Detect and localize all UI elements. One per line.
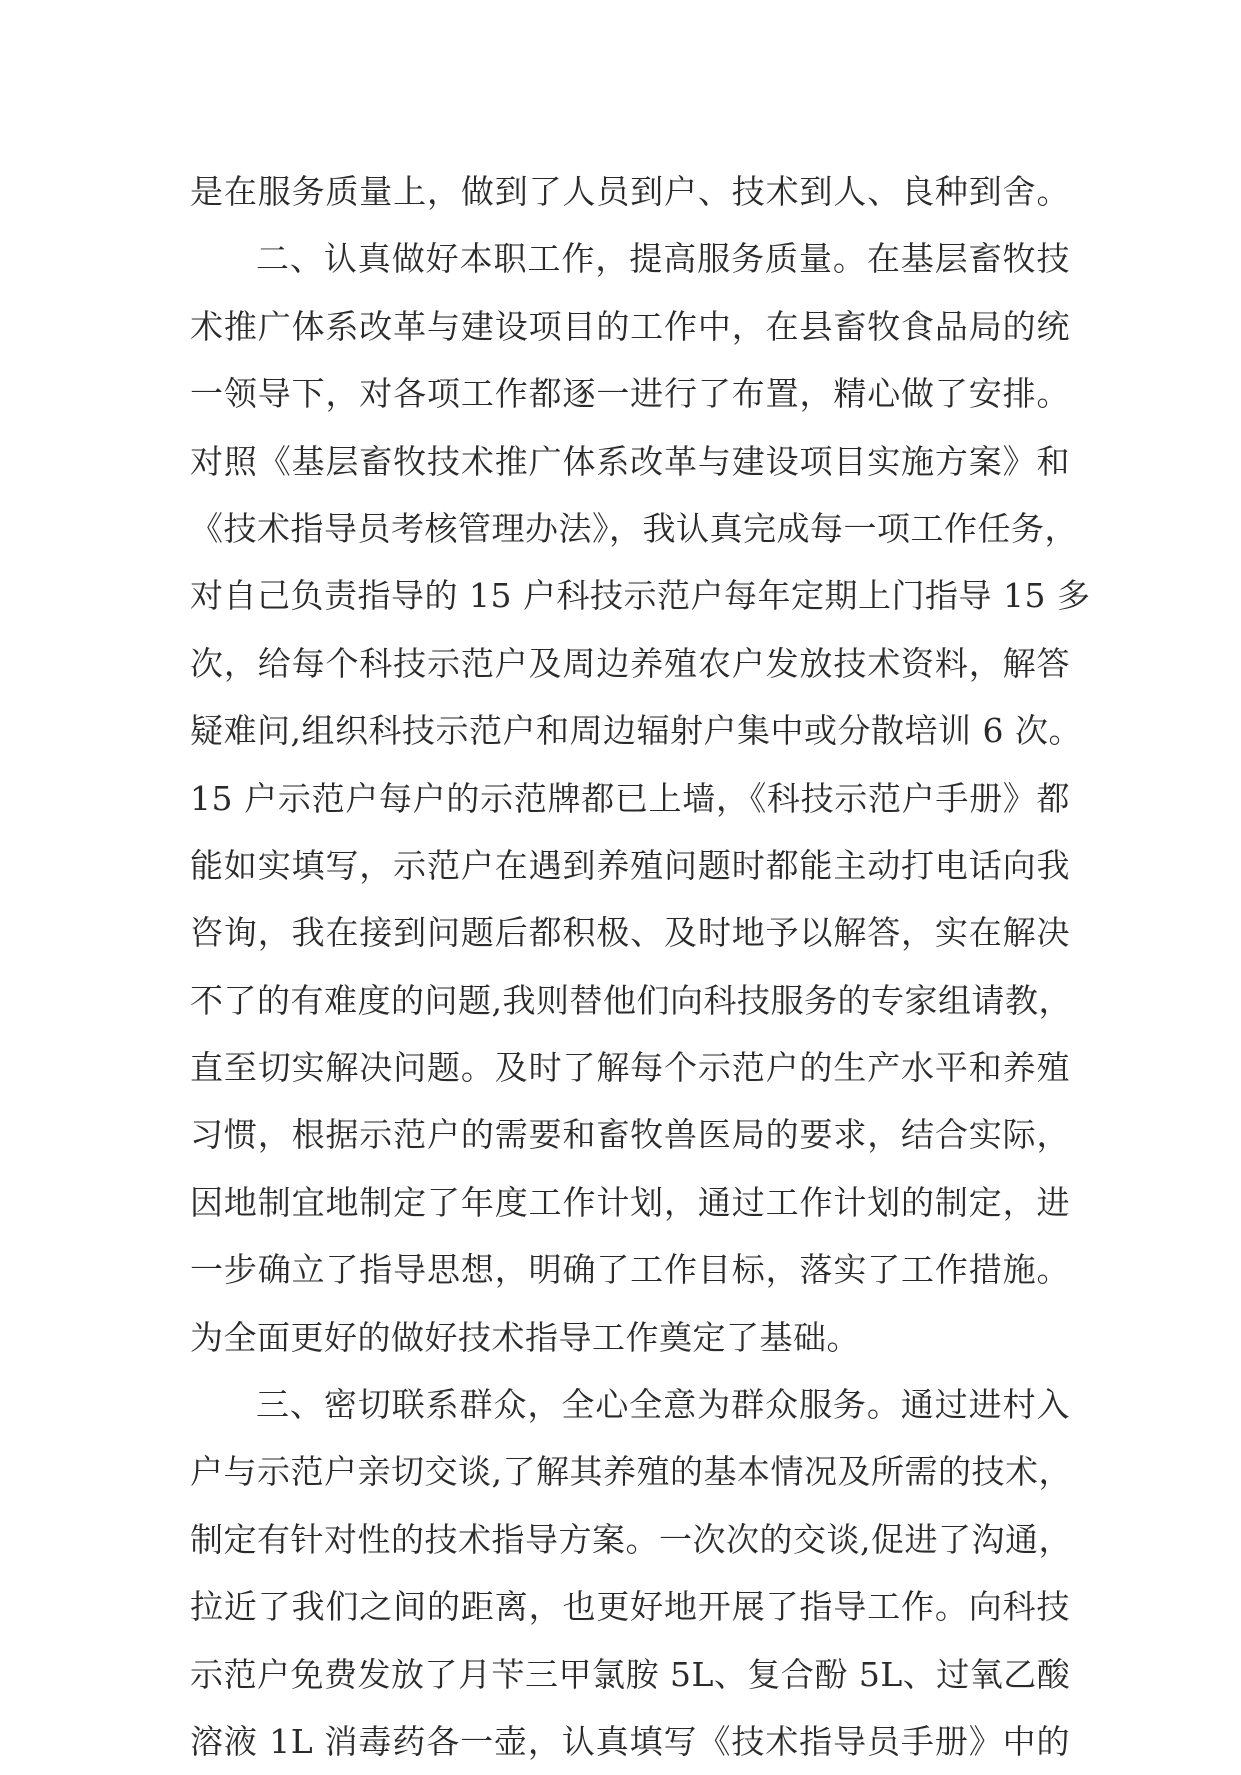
text-line: 制定有针对性的技术指导方案。一次次的交谈,促进了沟通， [190,1519,1072,1559]
text-line: 能如实填写，示范户在遇到养殖问题时都能主动打电话向我 [190,845,1070,885]
text-line: 15 户示范户每户的示范牌都已上墙，《科技示范户手册》都 [190,778,1070,818]
text-line: 疑难问,组织科技示范户和周边辐射户集中或分散培训 6 次。 [190,711,1082,751]
text-line: 不了的有难度的问题,我则替他们向科技服务的专家组请教， [190,980,1072,1020]
text-line: 次，给每个科技示范户及周边养殖农户发放技术资料，解答 [190,643,1070,683]
text-line: 户与示范户亲切交谈,了解其养殖的基本情况及所需的技术， [190,1452,1072,1492]
text-line: 术推广体系改革与建设项目的工作中，在县畜牧食品局的统 [190,306,1070,346]
body-text [190,158,1091,1775]
text-line: 习惯，根据示范户的需要和畜牧兽医局的要求，结合实际， [190,1115,1070,1155]
text-line: 示范户免费发放了月苄三甲氯胺 5L、复合酚 5L、过氧乙酸 [190,1654,1071,1694]
text-line: 二、认真做好本职工作，提高服务质量。在基层畜牧技 [256,239,1070,279]
text-line: 《技术指导员考核管理办法》，我认真完成每一项工作任务， [190,508,1078,548]
text-line: 因地制宜地制定了年度工作计划，通过工作计划的制定，进 [190,1182,1070,1222]
text-line: 直至切实解决问题。及时了解每个示范户的生产水平和养殖 [190,1048,1070,1088]
text-line: 一领导下，对各项工作都逐一进行了布置，精心做了安排。 [190,374,1070,414]
text-line: 一步确立了指导思想，明确了工作目标，落实了工作措施。 [190,1250,1070,1290]
text-line: 对自己负责指导的 15 户科技示范户每年定期上门指导 15 多 [190,576,1091,616]
text-line: 溶液 1L 消毒药各一壶，认真填写《技术指导员手册》中的 [190,1721,1070,1761]
text-line: 对照《基层畜牧技术推广体系改革与建设项目实施方案》和 [190,441,1070,481]
text-line: 咨询，我在接到问题后都积极、及时地予以解答，实在解决 [190,913,1070,953]
text-line: 三、密切联系群众，全心全意为群众服务。通过进村入 [256,1385,1070,1425]
text-line: 为全面更好的做好技术指导工作奠定了基础。 [190,1317,860,1357]
text-line: 拉近了我们之间的距离，也更好地开展了指导工作。向科技 [190,1587,1070,1627]
text-line: 是在服务质量上，做到了人员到户、技术到人、良种到舍。 [190,172,1070,211]
